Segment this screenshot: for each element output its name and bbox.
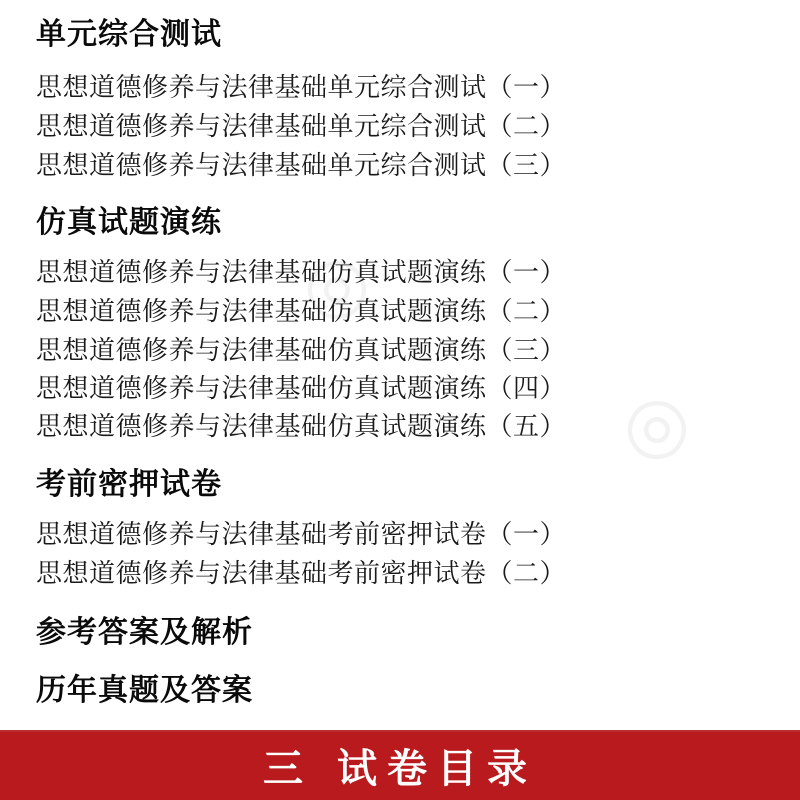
footer-banner: [0, 730, 800, 800]
list-item: 思想道德修养与法律基础仿真试题演练（三）: [36, 336, 567, 366]
list-item: 思想道德修养与法律基础仿真试题演练（一）: [36, 258, 567, 288]
watermark: ◎: [280, 229, 386, 340]
list-item: 思想道德修养与法律基础单元综合测试（三）: [36, 151, 567, 181]
footer-title: 三 试卷目录: [263, 745, 537, 792]
footer-band: [0, 730, 800, 732]
section-heading-past-papers: 历年真题及答案: [36, 673, 253, 708]
section-heading-mock-exam: 仿真试题演练: [36, 205, 222, 240]
list-item: 思想道德修养与法律基础单元综合测试（一）: [36, 73, 567, 103]
list-item: 思想道德修养与法律基础仿真试题演练（四）: [36, 374, 567, 404]
section-heading-final-exam: 考前密押试卷: [36, 467, 222, 502]
section-heading-unit-test: 单元综合测试: [36, 17, 222, 52]
list-item: 思想道德修养与法律基础仿真试题演练（二）: [36, 297, 567, 327]
watermark: ◎: [600, 369, 706, 480]
list-item: 思想道德修养与法律基础考前密押试卷（二）: [36, 559, 567, 589]
list-item: 思想道德修养与法律基础单元综合测试（二）: [36, 112, 567, 142]
section-heading-answers: 参考答案及解析: [36, 615, 253, 650]
list-item: 思想道德修养与法律基础考前密押试卷（一）: [36, 520, 567, 550]
list-item: 思想道德修养与法律基础仿真试题演练（五）: [36, 412, 567, 442]
